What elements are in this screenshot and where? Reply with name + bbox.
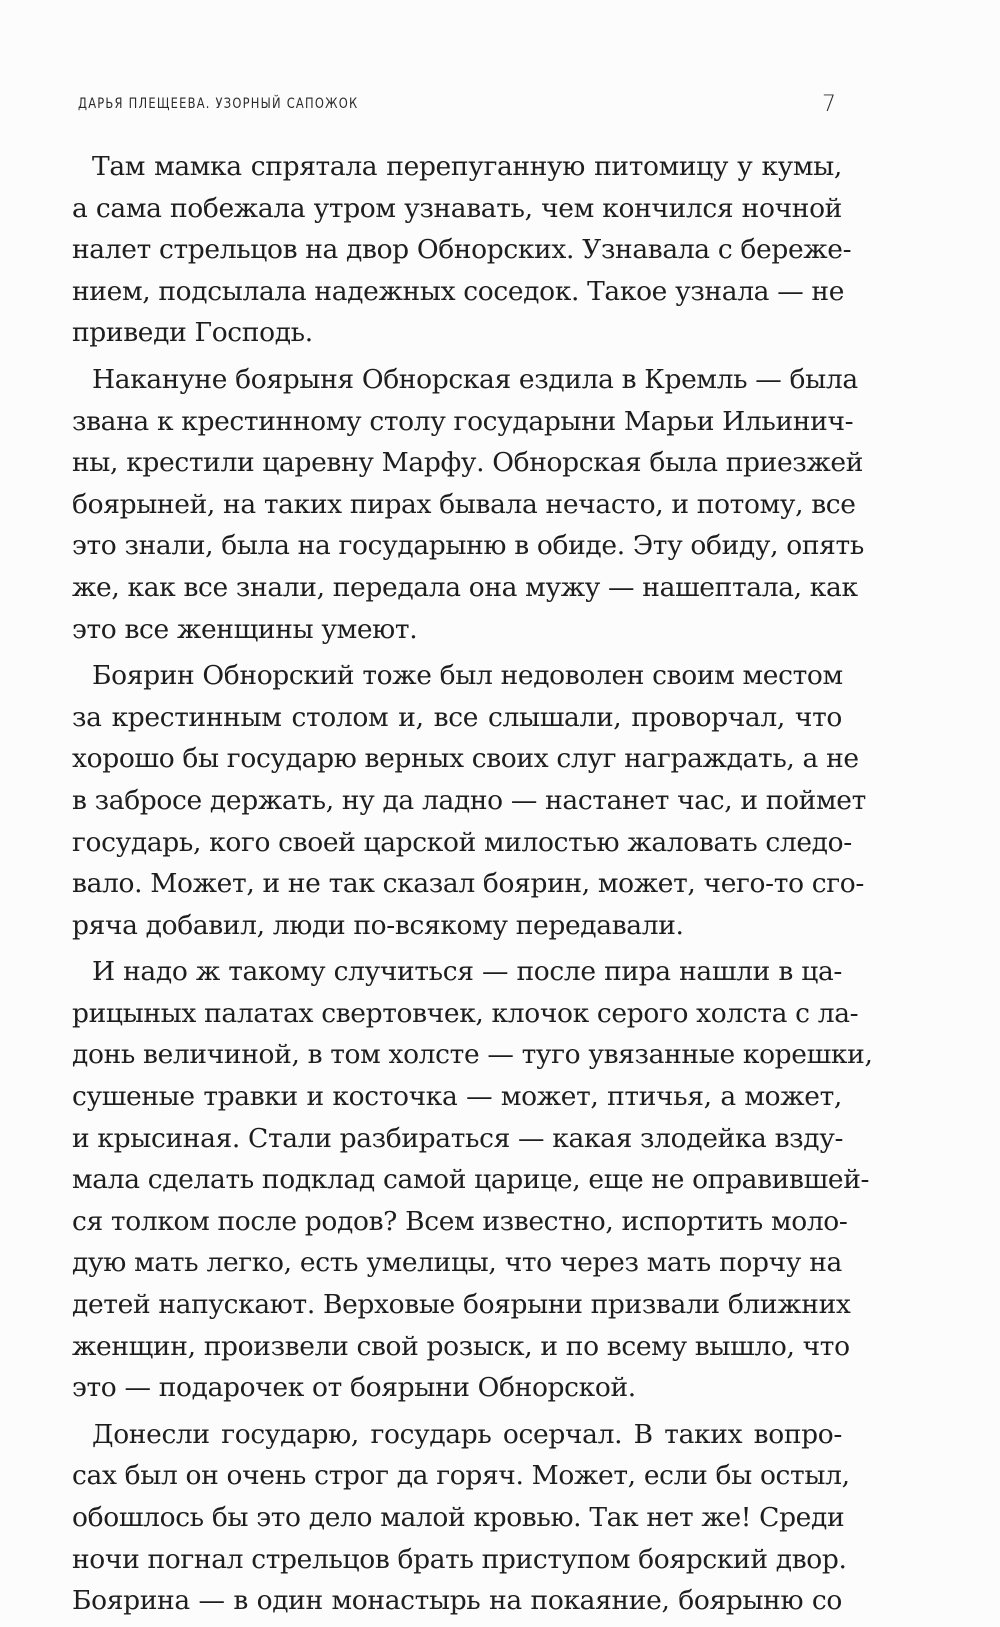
text-line: детей напускают. Верховые боярыни призвали ближних xyxy=(72,1289,851,1321)
text-line: же, как все знали, передала она мужу — нашептала, как xyxy=(72,571,858,603)
text-line: Боярина — в один монастырь на покаяние, боярыню со xyxy=(72,1585,842,1617)
text-line: приведи Господь. xyxy=(72,317,313,349)
paragraph xyxy=(72,655,866,946)
text-line: это все женщины умеют. xyxy=(72,613,418,645)
text-line: хорошо бы государю верных своих слуг награждать, а не xyxy=(72,743,859,775)
paragraph xyxy=(72,359,864,650)
text-line: за крестинным столом и, все слышали, проворчал, что xyxy=(72,701,842,733)
text-line: ночи погнал стрельцов брать приступом боярский двор. xyxy=(72,1543,847,1575)
running-title: ДАРЬЯ ПЛЕЩЕЕВА. УЗОРНЫЙ САПОЖОК xyxy=(78,96,359,112)
text-line: в забросе держать, ну да ладно — настанет час, и поймет xyxy=(72,784,866,816)
text-line: а сама побежала утром узнавать, чем кончился ночной xyxy=(72,192,842,224)
text-line: женщин, произвели свой розыск, и по всему вышло, что xyxy=(72,1330,850,1362)
paragraph xyxy=(72,951,873,1409)
paragraph xyxy=(72,1414,850,1622)
text-line: налет стрельцов на двор Обнорских. Узнавала с береже- xyxy=(72,234,852,266)
text-line: Накануне боярыня Обнорская ездила в Кремль — была xyxy=(92,363,858,395)
text-line: звана к крестинному столу государыни Марьи Ильинич- xyxy=(72,405,854,437)
text-line: сушеные травки и косточка — может, птичья, а может, xyxy=(72,1081,842,1113)
text-line: Там мамка спрятала перепуганную питомицу у кумы, xyxy=(92,151,842,182)
text-line: ся толком после родов? Всем известно, испортить моло- xyxy=(72,1205,848,1237)
text-line: государь, кого своей царской милостью жаловать следо- xyxy=(72,826,852,858)
text-line: и крысиная. Стали разбираться — какая злодейка взду- xyxy=(72,1122,844,1154)
text-line: нием, подсылала надежных соседок. Такое узнала — не xyxy=(72,275,845,307)
text-line: боярыней, на таких пирах бывала нечасто, и потому, все xyxy=(72,488,856,520)
text-line: это знали, была на государыню в обиде. Эту обиду, опять xyxy=(72,530,864,562)
text-line: рицыных палатах свертовчек, клочок серого холста с ла- xyxy=(72,997,859,1029)
text-line: ряча добавил, люди по-всякому передавали. xyxy=(72,909,684,941)
text-line: сах был он очень строг да горяч. Может, если бы остыл, xyxy=(72,1460,850,1492)
page-number: 7 xyxy=(822,92,836,117)
paragraph xyxy=(72,146,852,354)
text-line: Боярин Обнорский тоже был недоволен своим местом xyxy=(92,660,843,692)
text-line: ны, крестили царевну Марфу. Обнорская была приезжей xyxy=(72,447,864,479)
text-line: дую мать легко, есть умелицы, что через мать порчу на xyxy=(72,1247,842,1279)
text-line: мала сделать подклад самой царице, еще не оправившей- xyxy=(72,1164,870,1196)
text-line: донь величиной, в том холсте — туго увязанные корешки, xyxy=(72,1039,873,1071)
text-line: Донесли государю, государь осерчал. В таких вопро- xyxy=(92,1418,842,1450)
text-line: это — подарочек от боярыни Обнорской. xyxy=(72,1372,636,1404)
text-line: вало. Может, и не так сказал боярин, может, чего-то сго- xyxy=(72,868,864,900)
body-text xyxy=(72,146,873,1627)
text-line: И надо ж такому случиться — после пира нашли в ца- xyxy=(92,956,842,988)
text-line: обошлось бы это дело малой кровью. Так нет же! Среди xyxy=(72,1502,845,1533)
